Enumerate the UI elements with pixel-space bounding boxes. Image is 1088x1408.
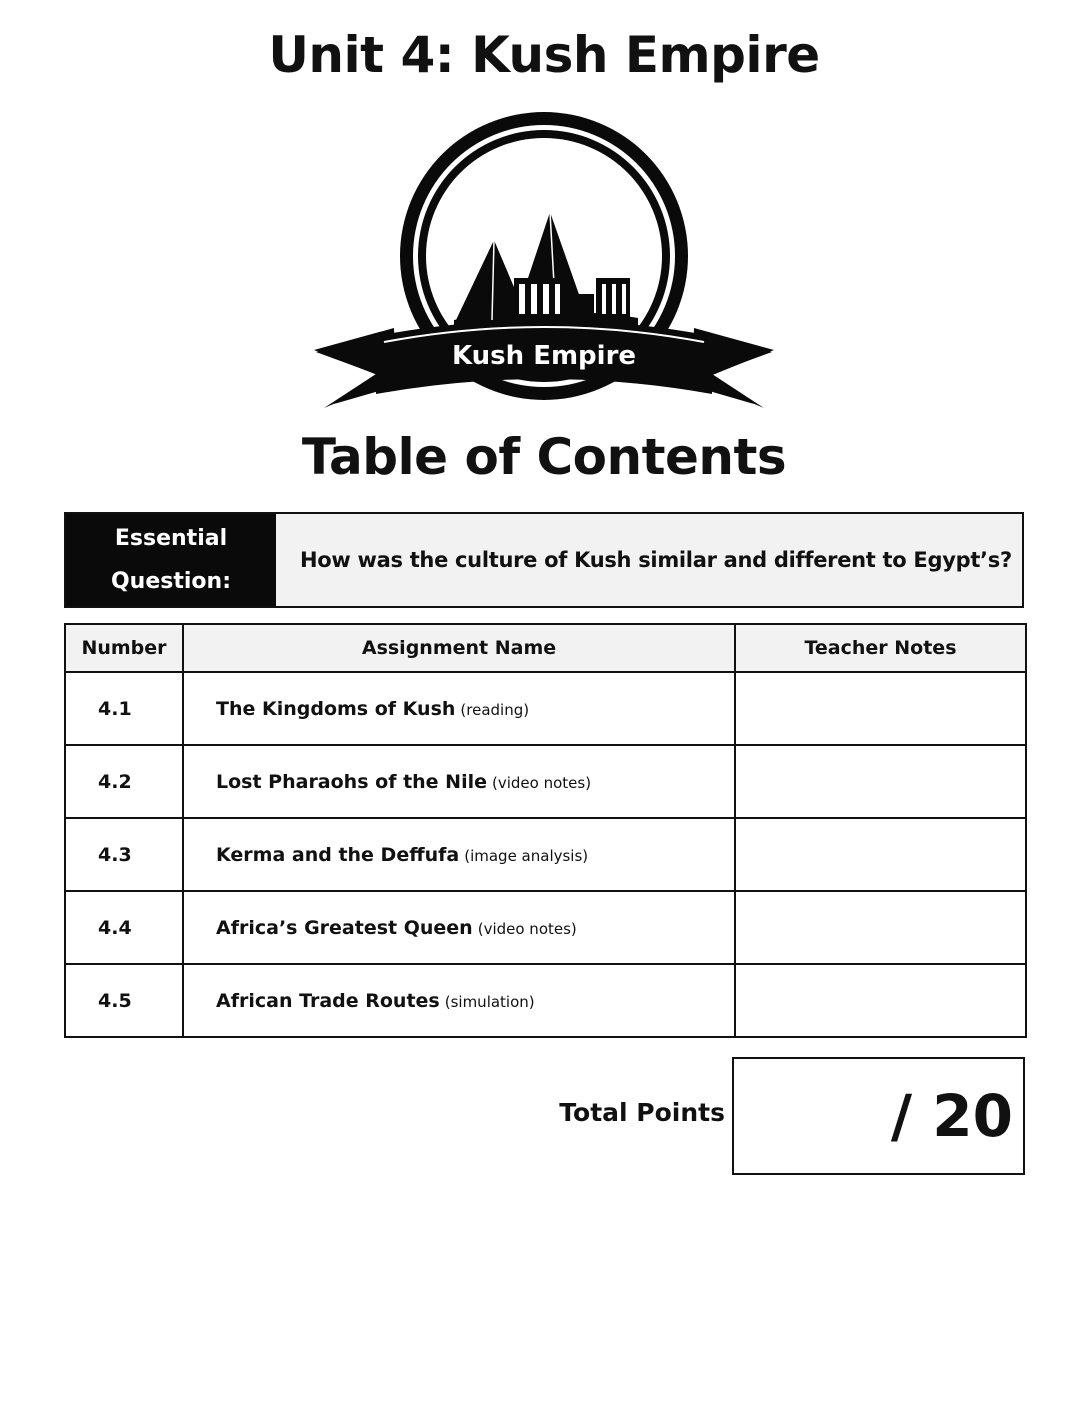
toc-title: Table of Contents bbox=[301, 428, 787, 486]
assignment-title: Africa’s Greatest Queen bbox=[216, 916, 473, 939]
table-row bbox=[65, 672, 1026, 745]
assignment-type: (image analysis) bbox=[464, 846, 589, 865]
teacher-notes-cell[interactable] bbox=[735, 672, 1026, 745]
header-number: Number bbox=[65, 624, 183, 672]
assignment-number: 4.3 bbox=[65, 818, 183, 891]
assignment-type: (video notes) bbox=[477, 919, 577, 938]
table-header-row bbox=[65, 624, 1026, 672]
assignment-number: 4.4 bbox=[65, 891, 183, 964]
header-assignment-name: Assignment Name bbox=[183, 624, 735, 672]
total-points-value: / 20 bbox=[890, 1082, 1013, 1150]
essential-question-label bbox=[66, 514, 276, 606]
assignment-type: (reading) bbox=[460, 700, 530, 719]
assignment-number: 4.2 bbox=[65, 745, 183, 818]
assignment-title: The Kingdoms of Kush bbox=[216, 697, 456, 720]
assignment-type: (simulation) bbox=[444, 992, 535, 1011]
assignment-title: Kerma and the Deffufa bbox=[216, 843, 460, 866]
teacher-notes-cell[interactable] bbox=[735, 891, 1026, 964]
table-row bbox=[65, 964, 1026, 1037]
assignment-name-cell bbox=[183, 964, 735, 1037]
teacher-notes-cell[interactable] bbox=[735, 818, 1026, 891]
teacher-notes-cell[interactable] bbox=[735, 745, 1026, 818]
teacher-notes-cell[interactable] bbox=[735, 964, 1026, 1037]
table-row bbox=[65, 818, 1026, 891]
essential-question-box bbox=[64, 512, 1024, 608]
total-points-box[interactable] bbox=[732, 1057, 1025, 1175]
assignment-type: (video notes) bbox=[492, 773, 592, 792]
pyramids-emblem-icon bbox=[314, 108, 776, 424]
assignment-number: 4.5 bbox=[65, 964, 183, 1037]
unit-title: Unit 4: Kush Empire bbox=[268, 26, 820, 84]
assignment-name-cell bbox=[183, 818, 735, 891]
assignment-title: Lost Pharaohs of the Nile bbox=[216, 770, 487, 793]
assignment-name-cell bbox=[183, 745, 735, 818]
header-teacher-notes: Teacher Notes bbox=[735, 624, 1026, 672]
assignment-number: 4.1 bbox=[65, 672, 183, 745]
emblem-banner-text: Kush Empire bbox=[451, 341, 637, 371]
assignment-title: African Trade Routes bbox=[216, 989, 440, 1012]
essential-question-label-line1: Essential bbox=[114, 526, 228, 551]
assignments-table bbox=[64, 623, 1027, 1038]
table-row bbox=[65, 745, 1026, 818]
essential-question-text: How was the culture of Kush similar and different to Egypt’s? bbox=[276, 514, 1022, 606]
assignment-name-cell bbox=[183, 891, 735, 964]
essential-question-label-line2: Question: bbox=[110, 569, 231, 594]
assignment-name-cell bbox=[183, 672, 735, 745]
total-points-label: Total Points bbox=[559, 1098, 725, 1127]
table-row bbox=[65, 891, 1026, 964]
